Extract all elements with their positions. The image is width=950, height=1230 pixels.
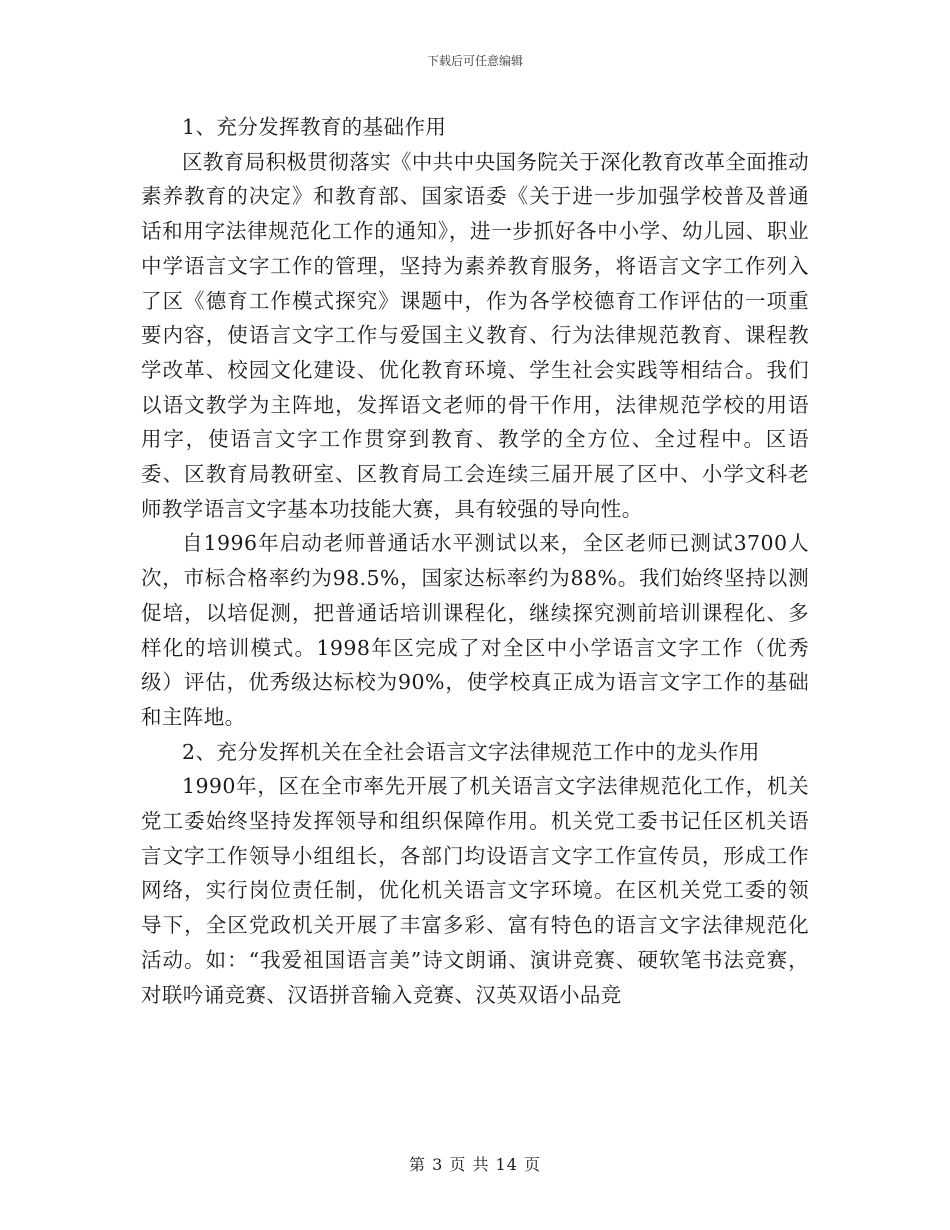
page-number: 第 3 页 共 14 页 bbox=[409, 1155, 541, 1174]
page-header: 下载后可任意编辑 bbox=[426, 54, 523, 68]
body-paragraph: 自1996年启动老师普通话水平测试以来，全区老师已测试3700人次，市标合格率约为98.5%，国家达标率约为88%。我们始终坚持以测促培，以培促测，把普通话培训课程化，继续探究测前培训课程化、多样化的培训模式。1998年区完成了对全区中小学语言文字工作（优秀级）评估，优秀级达标校为90%，使学校真正成为语言文字工作的基础和主阵地。 bbox=[141, 531, 809, 729]
section-heading: 2、充分发挥机关在全社会语言文字法律规范工作中的龙头作用 bbox=[182, 739, 760, 764]
section-heading: 1、充分发挥教育的基础作用 bbox=[182, 115, 447, 139]
document-body bbox=[141, 110, 809, 1012]
body-paragraph: 1990年，区在全市率先开展了机关语言文字法律规范化工作，机关党工委始终坚持发挥领导和组织保障作用。机关党工委书记任区机关语言文字工作领导小组组长，各部门均设语言文字工作宣传员，形成工作网络，实行岗位责任制，优化机关语言文字环境。在区机关党工委的领导下，全区党政机关开展了丰富多彩、富有特色的语言文字法律规范化活动。如：“我爱祖国语言美”诗文朗诵、演讲竞赛、硬软笔书法竞赛，对联吟诵竞赛、汉语拼音输入竞赛、汉英双语小品竞 bbox=[141, 774, 809, 1007]
body-paragraph: 区教育局积极贯彻落实《中共中央国务院关于深化教育改革全面推动素养教育的决定》和教育部、国家语委《关于进一步加强学校普及普通话和用字法律规范化工作的通知》，进一步抓好各中小学、幼儿园、职业中学语言文字工作的管理，坚持为素养教育服务，将语言文字工作列入了区《德育工作模式探究》课题中，作为各学校德育工作评估的一项重要内容，使语言文字工作与爱国主义教育、行为法律规范教育、课程教学改革、校园文化建设、优化教育环境、学生社会实践等相结合。我们以语文教学为主阵地，发挥语文老师的骨干作用，法律规范学校的用语用字，使语言文字工作贯穿到教育、教学的全方位、全过程中。区语委、区教育局教研室、区教育局工会连续三届开展了区中、小学文科老师教学语言文字基本功技能大赛，具有较强的导向性。 bbox=[141, 149, 809, 521]
